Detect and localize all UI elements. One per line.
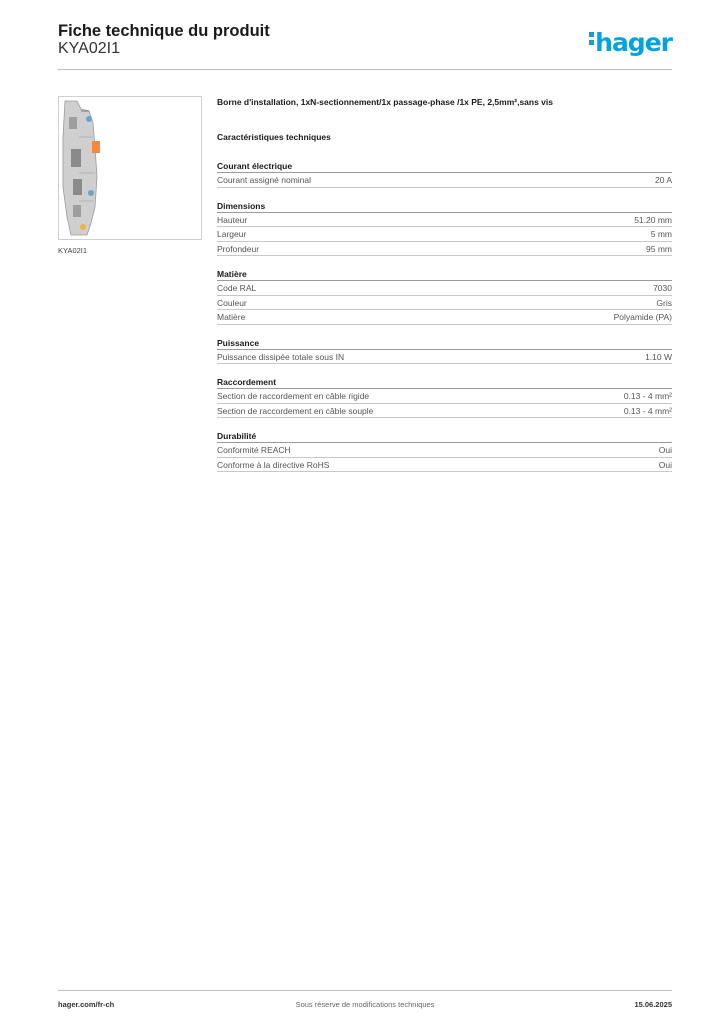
spec-row — [217, 443, 672, 458]
specs-heading: Caractéristiques techniques — [217, 132, 331, 142]
spec-value: 95 mm — [646, 243, 672, 254]
spec-label: Largeur — [217, 229, 247, 239]
logo-dots-icon — [589, 29, 595, 48]
spec-value: 0.13 - 4 mm² — [623, 391, 672, 401]
spec-group-title: Matière — [217, 268, 672, 281]
spec-label: Conformité REACH — [217, 445, 291, 455]
spec-row — [217, 242, 672, 257]
product-description: Borne d'installation, 1xN-sectionnement/1x passage-phase /1x PE, 2,5mm²,sans vis — [217, 97, 554, 107]
spec-row — [217, 310, 672, 325]
terminal-block-icon — [59, 97, 201, 239]
spec-group-title: Dimensions — [217, 200, 672, 213]
spec-label: Courant assigné nominal — [217, 175, 312, 185]
spec-row — [217, 404, 672, 419]
spec-label: Section de raccordement en câble rigide — [217, 391, 370, 401]
spec-value: 5 mm — [650, 229, 672, 239]
spec-row — [217, 389, 672, 404]
spec-row — [217, 213, 672, 228]
spec-row — [217, 227, 672, 242]
spec-value: 7030 — [653, 283, 672, 293]
product-image — [58, 96, 202, 240]
spec-group — [217, 430, 672, 472]
spec-group — [217, 376, 672, 418]
spec-label: Matière — [217, 312, 246, 322]
spec-group-title: Raccordement — [217, 376, 672, 389]
spec-value: Polyamide (PA) — [613, 312, 672, 322]
page-footer — [58, 990, 672, 1014]
spec-value: 51.20 mm — [634, 214, 672, 225]
hager-logo — [589, 28, 672, 57]
spec-label: Couleur — [217, 297, 247, 308]
spec-row — [217, 173, 672, 188]
spec-label: Hauteur — [217, 214, 248, 225]
spec-value: Oui — [658, 459, 672, 470]
spec-value: 20 A — [654, 175, 672, 185]
footer-notice: Sous réserve de modifications techniques — [295, 1000, 435, 1009]
spec-label: Profondeur — [217, 243, 260, 254]
spec-label: Puissance dissipée totale sous IN — [217, 351, 345, 362]
product-details — [217, 96, 672, 484]
footer-website-link[interactable]: hager.com/fr-ch — [58, 1000, 115, 1009]
spec-label: Conforme à la directive RoHS — [217, 459, 330, 470]
spec-group-title: Durabilité — [217, 430, 672, 443]
spec-group-title: Courant électrique — [217, 160, 672, 173]
spec-row — [217, 281, 672, 296]
spec-group-title: Puissance — [217, 337, 672, 350]
product-reference: KYA02I1 — [58, 40, 120, 57]
spec-row — [217, 350, 672, 365]
spec-group — [217, 200, 672, 257]
spec-value: 1.10 W — [645, 351, 672, 362]
spec-value: Oui — [658, 445, 672, 455]
document-title: Fiche technique du produit — [58, 22, 270, 40]
footer-date: 15.06.2025 — [634, 1000, 672, 1009]
spec-groups — [217, 160, 672, 472]
page-header — [58, 22, 672, 70]
image-caption: KYA02I1 — [58, 246, 88, 255]
spec-group — [217, 160, 672, 188]
spec-label: Section de raccordement en câble souple — [217, 405, 374, 416]
spec-label: Code RAL — [217, 283, 257, 293]
logo-text: hager — [595, 28, 672, 57]
spec-group — [217, 337, 672, 365]
spec-row — [217, 458, 672, 473]
spec-row — [217, 296, 672, 311]
spec-value: 0.13 - 4 mm² — [623, 405, 672, 416]
spec-group — [217, 268, 672, 325]
spec-value: Gris — [656, 297, 672, 308]
